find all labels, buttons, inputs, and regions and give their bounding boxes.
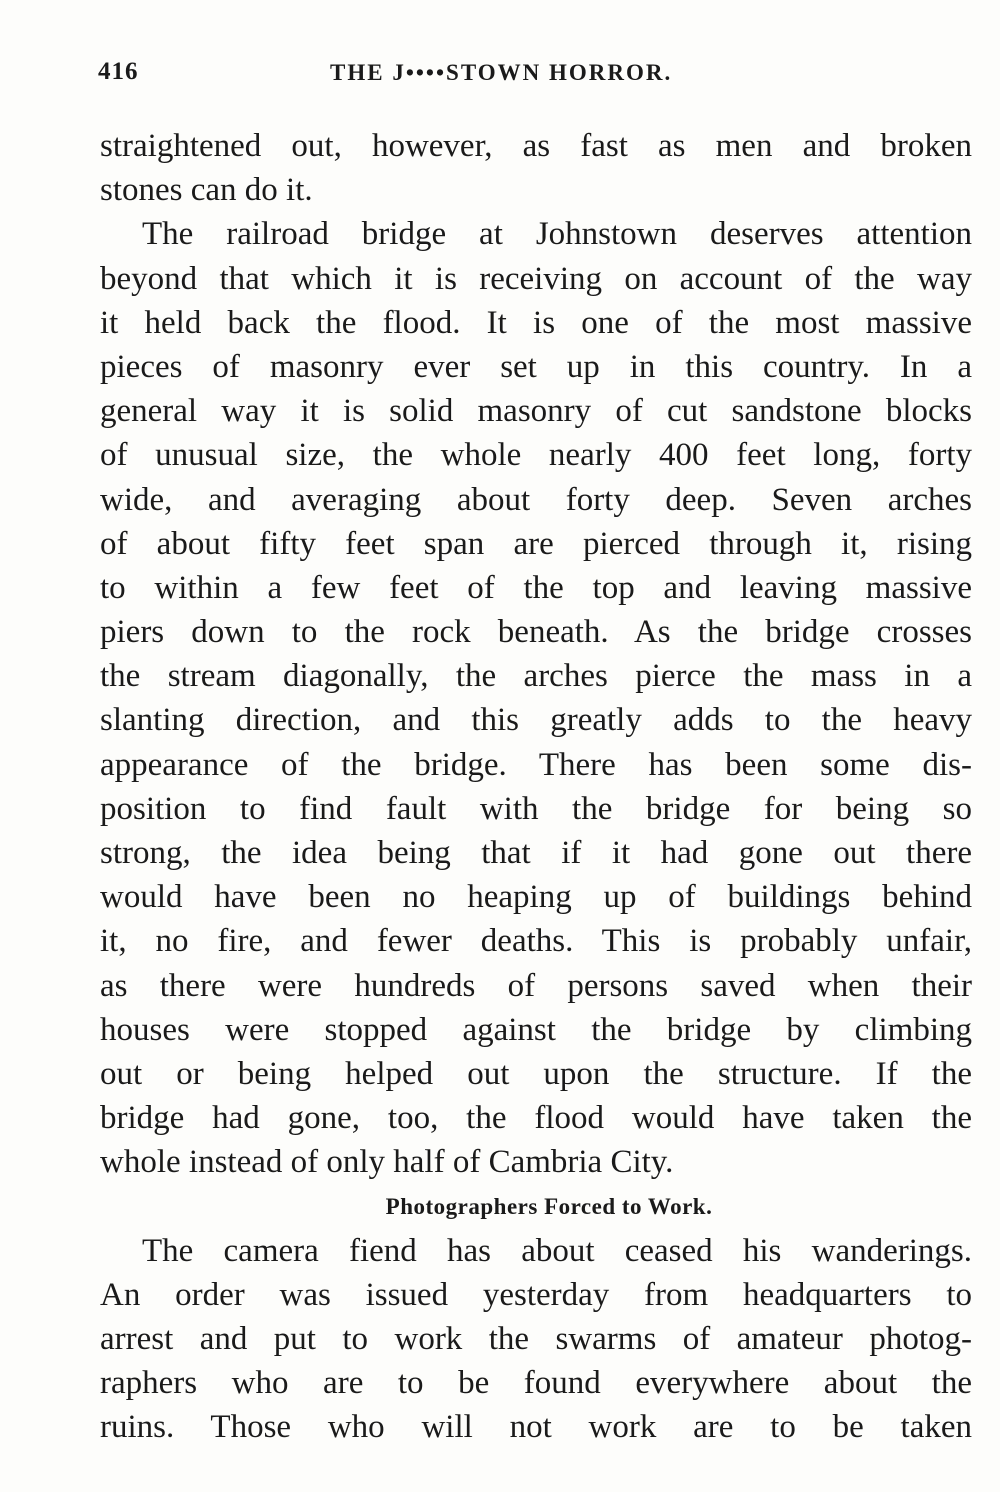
running-head: [98, 58, 970, 98]
text-line: general way it is solid masonry of cut sandstone blocks: [100, 393, 972, 430]
text-line: straightened out, however, as fast as men and broken: [100, 128, 972, 164]
text-line: ruins. Those who will not work are to be taken: [100, 1409, 972, 1446]
paragraph-continued: [100, 124, 972, 212]
text-line: slanting direction, and this greatly adds to the heavy: [100, 702, 972, 739]
text-line: raphers who are to be found everywhere about the: [100, 1365, 972, 1402]
text-line: An order was issued yesterday from headquarters to: [100, 1276, 972, 1313]
running-title: THE J••••STOWN HORROR.: [330, 60, 673, 85]
text-line: to within a few feet of the top and leaving massive: [100, 569, 972, 606]
text-line: whole instead of only half of Cambria City.: [100, 1144, 674, 1181]
text-line: arrest and put to work the swarms of amateur photog-: [100, 1320, 972, 1357]
text-line: The camera fiend has about ceased his wanderings.: [142, 1232, 972, 1269]
text-line: out or being helped out upon the structure. If the: [100, 1055, 972, 1092]
text-line: houses were stopped against the bridge by climbing: [100, 1011, 972, 1048]
text-line: of about fifty feet span are pierced through it, rising: [100, 525, 972, 562]
text-line: bridge had gone, too, the flood would have taken the: [100, 1100, 972, 1137]
text-line: it, no fire, and fewer deaths. This is probably unfair,: [100, 923, 972, 960]
section-heading: Photographers Forced to Work.: [385, 1193, 713, 1219]
text-line: as there were hundreds of persons saved when their: [100, 967, 972, 1004]
text-line: would have been no heaping up of buildings behind: [100, 879, 972, 916]
text-line: pieces of masonry ever set up in this country. In a: [100, 348, 972, 385]
text-line: beyond that which it is receiving on account of the way: [100, 260, 972, 297]
paragraph-photographers: [100, 1229, 972, 1450]
text-line: position to find fault with the bridge for being so: [100, 790, 972, 827]
text-line: The railroad bridge at Johnstown deserves attention: [142, 216, 972, 253]
text-line: it held back the flood. It is one of the most massive: [100, 304, 972, 341]
text-line: strong, the idea being that if it had gone out there: [100, 835, 972, 871]
text-line: appearance of the bridge. There has been some dis-: [100, 746, 972, 783]
text-line: of unusual size, the whole nearly 400 feet long, forty: [100, 437, 972, 474]
body-text: [100, 124, 972, 1449]
text-line: piers down to the rock beneath. As the bridge crosses: [100, 614, 972, 651]
page-number: 416: [98, 58, 139, 85]
text-line: the stream diagonally, the arches pierce the mass in a: [100, 658, 972, 695]
paragraph-railroad-bridge: [100, 212, 972, 1184]
text-line: stones can do it.: [100, 172, 313, 209]
text-line: wide, and averaging about forty deep. Seven arches: [100, 481, 972, 518]
